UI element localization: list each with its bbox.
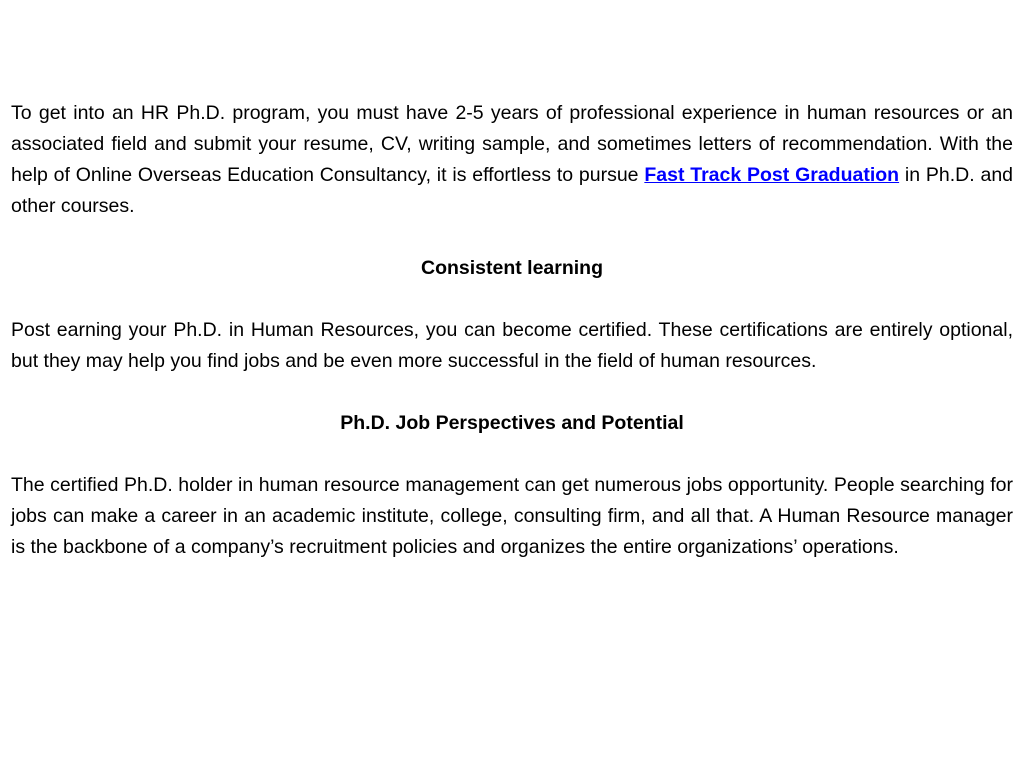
intro-paragraph (11, 98, 1013, 222)
certification-paragraph: Post earning your Ph.D. in Human Resources, you can become certified. These certifications are entirely optional, but they may help you find jobs and be even more successful in the field of human resources. (11, 319, 1013, 372)
spacer (11, 222, 1013, 253)
spacer (11, 377, 1013, 408)
spacer (11, 284, 1013, 315)
intro-text-before-link: To get into an HR Ph.D. program, you must have 2-5 years of professional experience in human resources or an associated field and submit your resume, CV, writing sample, and sometimes letters of recommendation. With the help of Online Overseas Education Consultancy, it is effortless to pursue (11, 102, 1013, 186)
intro-text-after-link: in Ph.D. and other courses. (11, 164, 1014, 217)
fast-track-post-graduation-link[interactable]: Fast Track Post Graduation (644, 164, 900, 186)
slide-content (11, 98, 1013, 563)
spacer (11, 439, 1013, 470)
job-opportunities-paragraph: The certified Ph.D. holder in human resource management can get numerous jobs opportunity. People searching for jobs can make a career in an academic institute, college, consulting firm, and all that. A Human Resource manager is the backbone of a company’s recruitment policies and organizes the entire organizations’ operations. (11, 474, 1013, 558)
consistent-learning-heading: Consistent learning (420, 257, 604, 279)
job-perspectives-heading: Ph.D. Job Perspectives and Potential (340, 412, 684, 434)
